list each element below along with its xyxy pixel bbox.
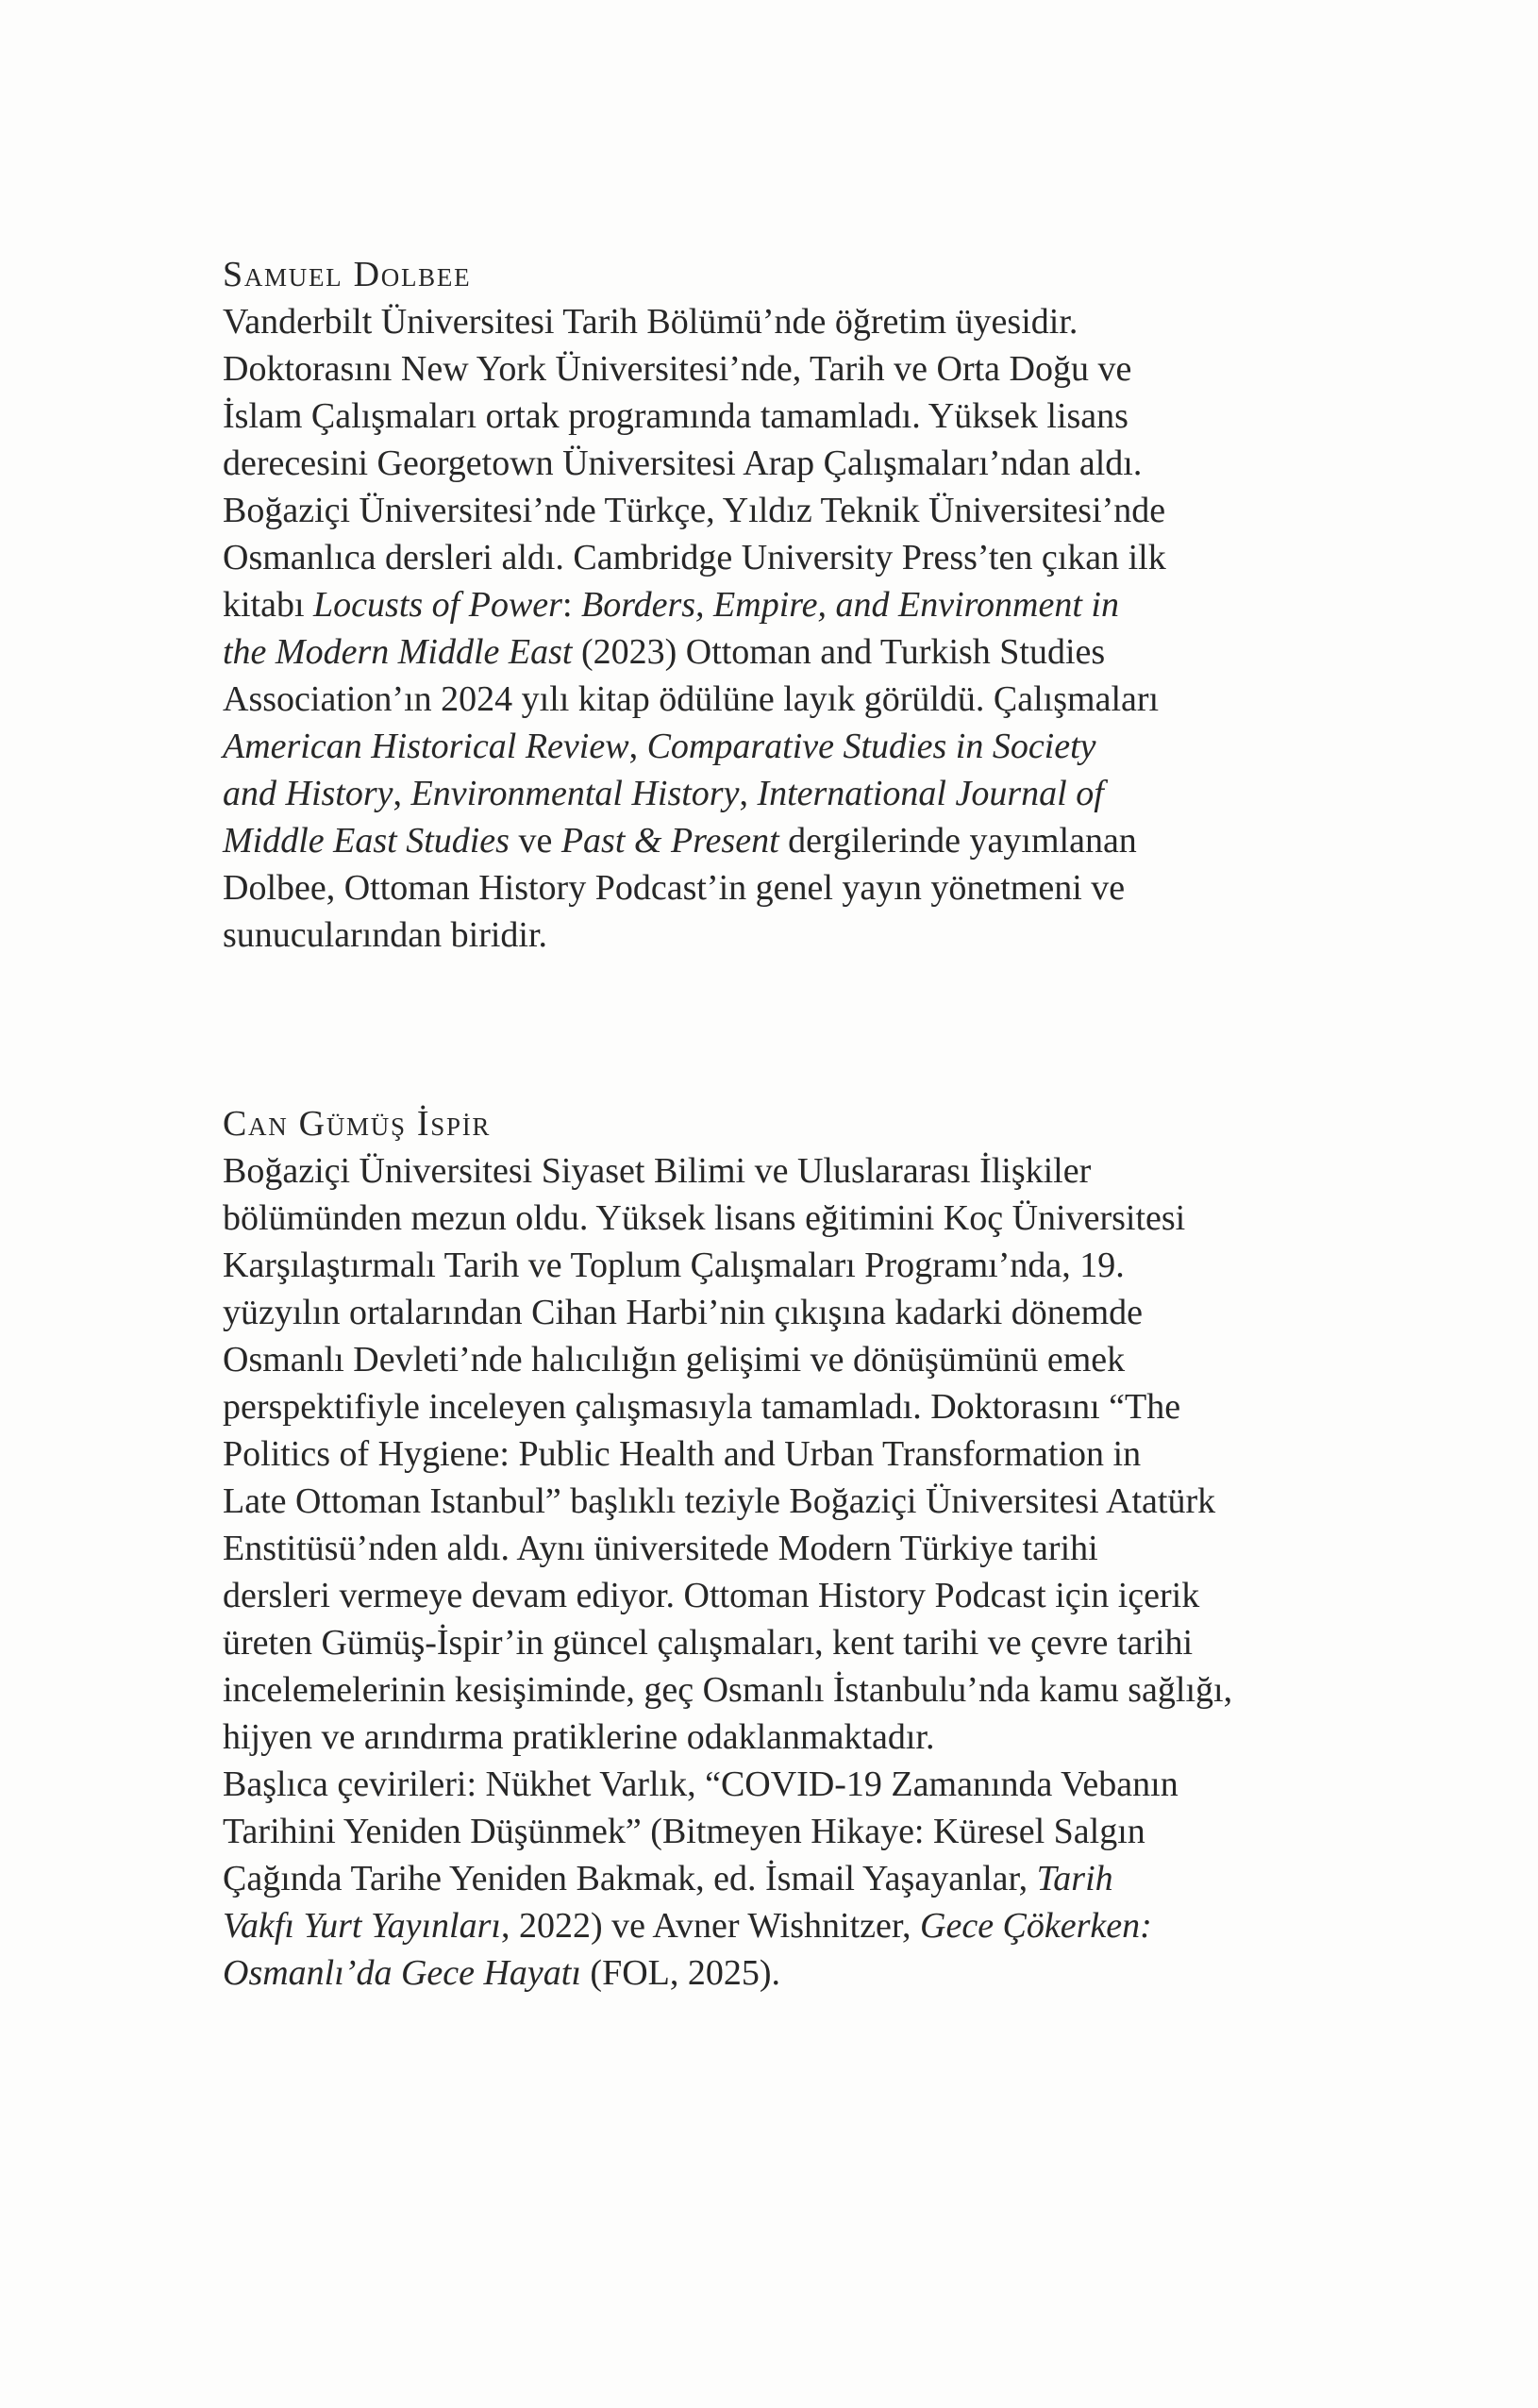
author-name-heading: Samuel Dolbee: [223, 255, 472, 294]
text-segment: Başlıca çevirileri: Nükhet Varlık, “COVID-19 Zamanında Vebanın: [223, 1764, 1179, 1804]
text-segment: Çağında Tarihe Yeniden Bakmak, ed. İsmail Yaşayanlar,: [223, 1859, 1037, 1898]
text-segment: , 2022) ve Avner Wishnitzer,: [500, 1906, 921, 1946]
text-segment: (2023) Ottoman and Turkish Studies: [572, 632, 1106, 672]
italic-text-segment: the Modern Middle East: [223, 632, 573, 672]
text-segment: Enstitüsü’nden aldı. Aynı üniversitede Modern Türkiye tarihi: [223, 1529, 1098, 1568]
text-line: [223, 1147, 1232, 1195]
italic-text-segment: American Historical Review: [223, 727, 629, 766]
text-segment: sunucularından biridir.: [223, 915, 548, 955]
text-segment: perspektifiyle inceleyen çalışmasıyla tamamladı. Doktorasını “The: [223, 1387, 1181, 1427]
italic-text-segment: Environmental History: [410, 774, 740, 813]
text-segment: Association’ın 2024 yılı kitap ödülüne layık görüldü. Çalışmaları: [223, 679, 1160, 719]
text-segment: Boğaziçi Üniversitesi’nde Türkçe, Yıldız Teknik Üniversitesi’nde: [223, 491, 1166, 530]
text-segment: hijyen ve arındırma pratiklerine odaklanmaktadır.: [223, 1717, 935, 1757]
text-line: [223, 1478, 1232, 1525]
text-line: [223, 864, 1232, 911]
text-segment: ,: [628, 727, 647, 766]
text-line: [223, 1949, 1232, 1997]
italic-text-segment: Locusts of Power: [313, 585, 562, 625]
text-segment: Boğaziçi Üniversitesi Siyaset Bilimi ve Uluslararası İlişkiler: [223, 1151, 1092, 1191]
author-bio-can-gumus-ispir: [223, 1100, 1232, 1997]
text-line: [223, 345, 1232, 393]
text-line: [223, 393, 1232, 440]
text-line: [223, 628, 1232, 676]
text-line: [223, 1525, 1232, 1572]
text-line: [223, 770, 1232, 817]
section-gap: [223, 959, 1232, 1100]
text-segment: Osmanlı Devleti’nde halıcılığın gelişimi ve dönüşümünü emek: [223, 1340, 1126, 1380]
italic-text-segment: Borders, Empire, and Environment in: [581, 585, 1119, 625]
text-line: [223, 1855, 1232, 1902]
text-segment: yüzyılın ortalarından Cihan Harbi’nin çıkışına kadarki dönemde: [223, 1293, 1144, 1332]
text-segment: kitabı: [223, 585, 314, 625]
text-segment: dergilerinde yayımlanan: [778, 821, 1137, 861]
text-line: [223, 1619, 1232, 1666]
italic-text-segment: International Journal of: [757, 774, 1104, 813]
text-segment: ,: [393, 774, 411, 813]
text-segment: Osmanlıca dersleri aldı. Cambridge University Press’ten çıkan ilk: [223, 538, 1166, 577]
italic-text-segment: Comparative Studies in Society: [646, 727, 1096, 766]
author-bio-samuel-dolbee: [223, 251, 1232, 959]
text-line: [223, 440, 1232, 487]
text-line: [223, 676, 1232, 723]
text-segment: derecesini Georgetown Üniversitesi Arap Çalışmaları’ndan aldı.: [223, 443, 1143, 483]
text-line: [223, 1289, 1232, 1336]
text-segment: Doktorasını New York Üniversitesi’nde, Tarih ve Orta Doğu ve: [223, 349, 1132, 389]
text-segment: ,: [739, 774, 758, 813]
text-line: [223, 1242, 1232, 1289]
text-segment: dersleri vermeye devam ediyor. Ottoman History Podcast için içerik: [223, 1576, 1200, 1615]
text-segment: İslam Çalışmaları ortak programında tamamladı. Yüksek lisans: [223, 396, 1128, 436]
italic-text-segment: Past & Present: [560, 821, 779, 861]
text-line: [223, 723, 1232, 770]
text-line: [223, 581, 1232, 628]
bio-paragraph: [223, 298, 1232, 959]
text-line: [223, 1430, 1232, 1478]
italic-text-segment: Vakfı Yurt Yayınları: [223, 1906, 501, 1946]
text-segment: üreten Gümüş-İspir’in güncel çalışmaları, kent tarihi ve çevre tarihi: [223, 1623, 1194, 1663]
text-line: [223, 487, 1232, 534]
text-line: [223, 1666, 1232, 1714]
text-line: [223, 534, 1232, 581]
text-line: [223, 1902, 1232, 1949]
text-line: [223, 1383, 1232, 1430]
text-line: [223, 1808, 1232, 1855]
text-segment: (FOL, 2025).: [580, 1953, 781, 1993]
text-segment: Tarihini Yeniden Düşünmek” (Bitmeyen Hikaye: Küresel Salgın: [223, 1812, 1145, 1851]
text-line: [223, 817, 1232, 864]
text-segment: Dolbee, Ottoman History Podcast’in genel yayın yönetmeni ve: [223, 868, 1126, 908]
italic-text-segment: Gece Çökerken:: [920, 1906, 1152, 1946]
text-line: [223, 1336, 1232, 1383]
text-line: [223, 911, 1232, 959]
italic-text-segment: Osmanlı’da Gece Hayatı: [223, 1953, 581, 1993]
text-segment: Late Ottoman Istanbul” başlıklı teziyle Boğaziçi Üniversitesi Atatürk: [223, 1481, 1216, 1521]
bio-paragraph: [223, 1147, 1232, 1997]
text-segment: bölümünden mezun oldu. Yüksek lisans eğitimini Koç Üniversitesi: [223, 1198, 1186, 1238]
italic-text-segment: and History: [223, 774, 393, 813]
text-segment: Vanderbilt Üniversitesi Tarih Bölümü’nde öğretim üyesidir.: [223, 302, 1078, 342]
italic-text-segment: Middle East Studies: [223, 821, 510, 861]
text-segment: incelemelerinin kesişiminde, geç Osmanlı İstanbulu’nda kamu sağlığı,: [223, 1670, 1233, 1710]
text-line: [223, 1714, 1232, 1761]
author-bios: [223, 251, 1232, 1997]
text-segment: :: [561, 585, 582, 625]
text-segment: ve: [509, 821, 561, 861]
text-line: [223, 298, 1232, 345]
text-line: [223, 1195, 1232, 1242]
text-segment: Politics of Hygiene: Public Health and Urban Transformation in: [223, 1434, 1142, 1474]
italic-text-segment: Tarih: [1036, 1859, 1113, 1898]
text-line: [223, 1572, 1232, 1619]
text-line: [223, 1761, 1232, 1808]
text-segment: Karşılaştırmalı Tarih ve Toplum Çalışmaları Programı’nda, 19.: [223, 1246, 1125, 1285]
author-name-heading: Can Gümüş İspir: [223, 1104, 492, 1144]
